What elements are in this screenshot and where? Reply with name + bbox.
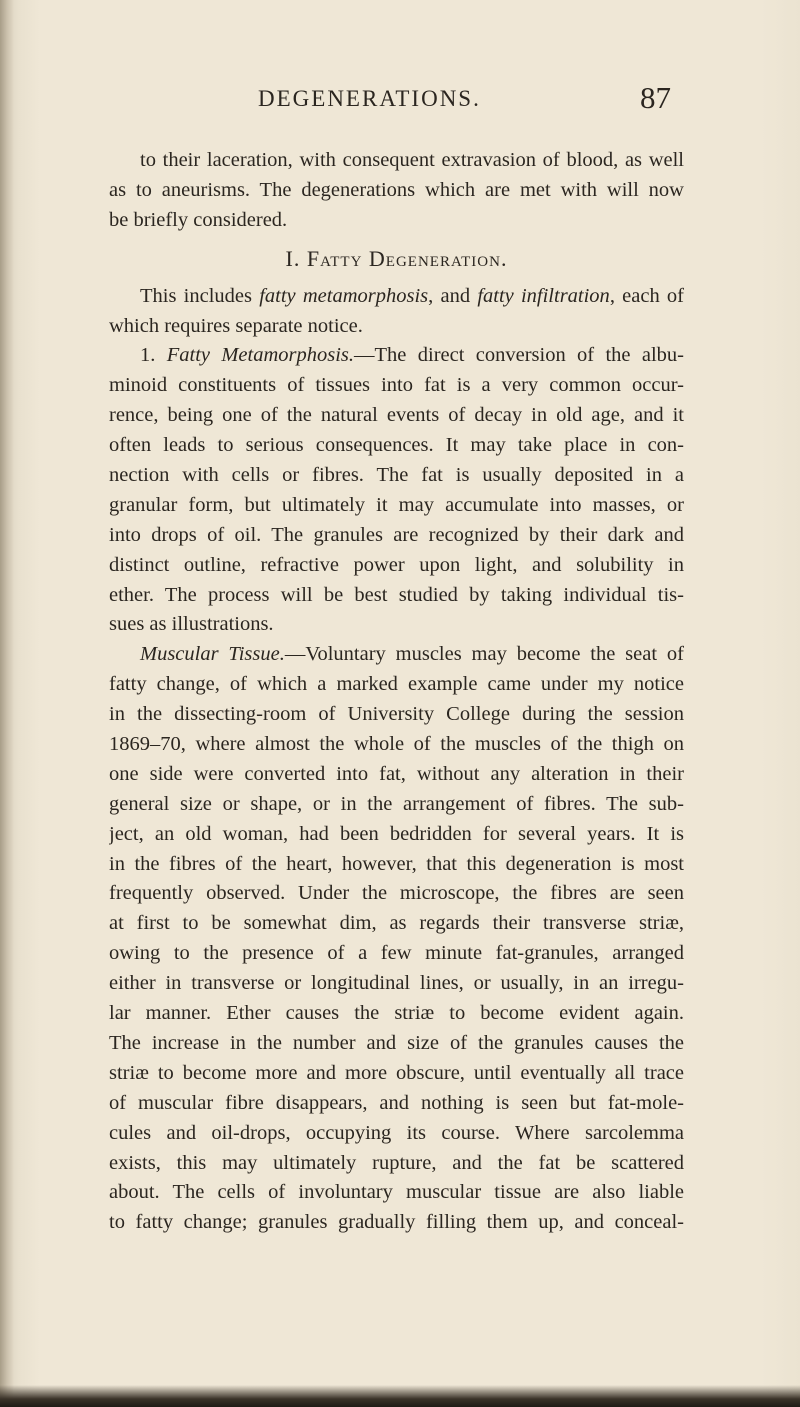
text-line: cules and oil-drops, occupying its course. Where sarcolemma (109, 1121, 684, 1144)
text-line: about. The cells of involuntary muscular tissue are also liable (109, 1181, 684, 1204)
text-line: to their laceration, with consequent extravasion of blood, as well (140, 149, 684, 171)
text-line: sues as illustrations. (109, 613, 274, 636)
text-line: into drops of oil. The granules are recognized by their dark and (109, 523, 684, 546)
running-head: DEGENERATIONS. (258, 86, 481, 111)
text-line: 1. Fatty Metamorphosis.—The direct conversion of the albu- (140, 344, 684, 367)
text-line: to fatty change; granules gradually filling them up, and conceal- (109, 1211, 684, 1234)
text-line: often leads to serious consequences. It may take place in con- (109, 434, 684, 457)
text-line: granular form, but ultimately it may accumulate into masses, or (109, 493, 684, 516)
text-line: one side were converted into fat, without any alteration in their (109, 762, 684, 785)
text-line: either in transverse or longitudinal lines, or usually, in an irregu- (109, 972, 684, 995)
text-line: rence, being one of the natural events of decay in old age, and it (109, 404, 684, 427)
text-line: lar manner. Ether causes the striæ to become evident again. (109, 1002, 684, 1025)
text-line: as to aneurisms. The degenerations which are met with will now (109, 178, 684, 201)
text-line: exists, this may ultimately rupture, and the fat be scattered (109, 1151, 684, 1174)
text-line: frequently observed. Under the microscope, the fibres are seen (109, 882, 684, 905)
page-bottom-shadow (0, 1385, 800, 1407)
text-line: in the dissecting-room of University College during the session (109, 703, 684, 726)
text-line: be briefly considered. (109, 208, 288, 231)
text-line: The increase in the number and size of the granules causes the (109, 1031, 684, 1054)
text-line: 1869–70, where almost the whole of the muscles of the thigh on (109, 733, 684, 756)
text-line: of muscular fibre disappears, and nothing is seen but fat-mole- (109, 1091, 684, 1114)
text-line: owing to the presence of a few minute fat-granules, arranged (109, 942, 684, 965)
text-line: which requires separate notice. (109, 314, 363, 337)
page-number: 87 (640, 80, 671, 115)
text-line: distinct outline, refractive power upon light, and solubility in (109, 553, 684, 576)
text-line: Muscular Tissue.—Voluntary muscles may become the seat of (140, 643, 684, 666)
text-line: minoid constituents of tissues into fat is a very common occur- (109, 374, 684, 397)
text-line: ject, an old woman, had been bedridden for several years. It is (109, 822, 684, 845)
body-text (109, 146, 684, 1238)
section-heading: I. Fatty Degeneration. (285, 245, 508, 271)
text-line: This includes fatty metamorphosis, and fatty infiltration, each of (140, 284, 684, 307)
text-line: fatty change, of which a marked example came under my notice (109, 673, 684, 696)
text-line: general size or shape, or in the arrangement of fibres. The sub- (109, 792, 684, 815)
text-line: striæ to become more and more obscure, until eventually all trace (109, 1061, 684, 1084)
text-line: ether. The process will be best studied by taking individual tis- (109, 583, 684, 606)
text-line: nection with cells or fibres. The fat is usually deposited in a (109, 464, 684, 487)
text-line: at first to be somewhat dim, as regards their transverse striæ, (109, 912, 684, 935)
text-line: in the fibres of the heart, however, that this degeneration is most (109, 852, 684, 875)
page-gutter (0, 0, 14, 1407)
